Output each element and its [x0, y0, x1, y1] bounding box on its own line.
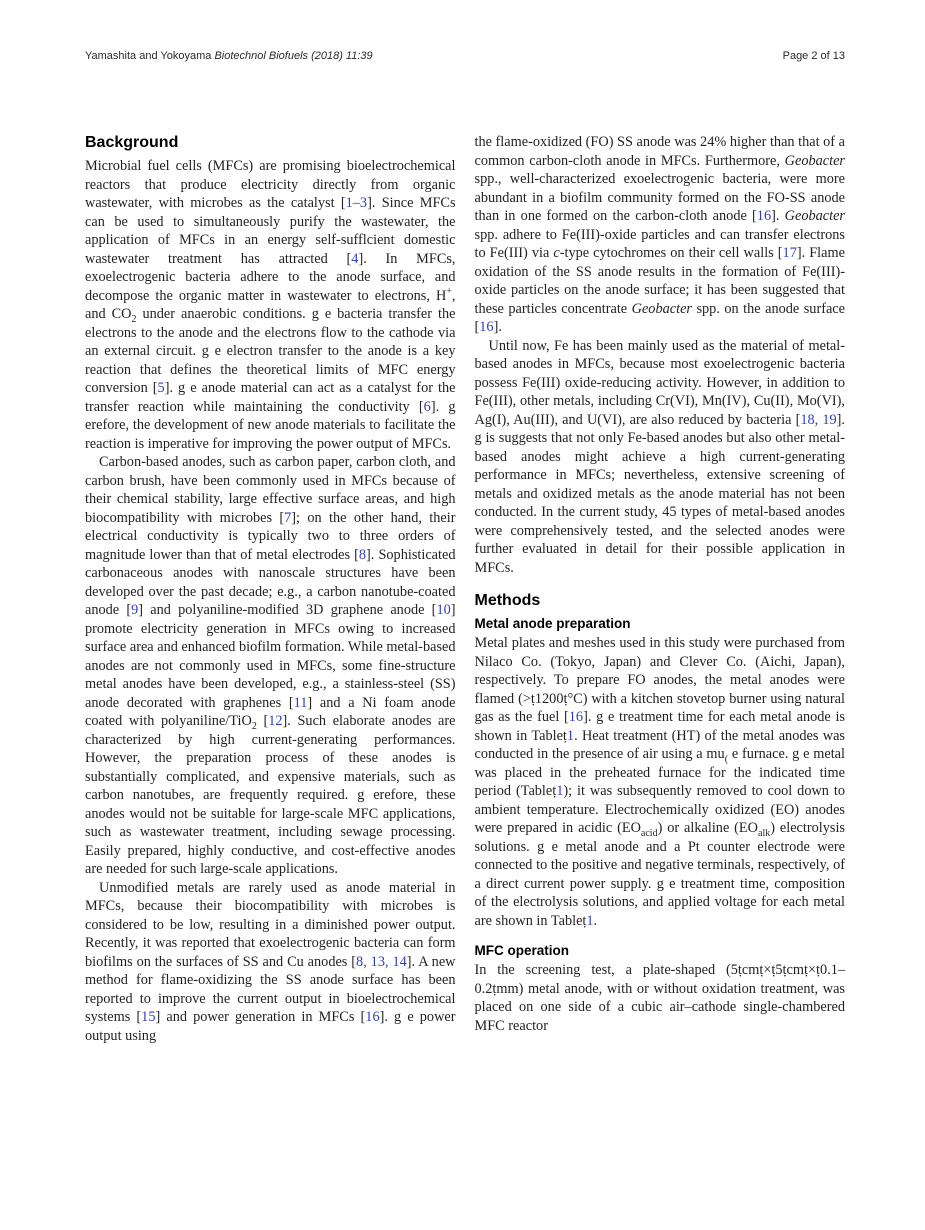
text-run: (: [724, 753, 729, 765]
header-journal-citation: Biotechnol Biofuels (2018) 11:39: [214, 50, 373, 62]
text-run: Geobacter: [631, 300, 692, 317]
section-heading: Background: [85, 134, 179, 151]
text-run: [: [256, 713, 269, 729]
text-run: 2: [251, 720, 257, 732]
text-run: Carbon-based anodes, such as carbon paper, carbon cloth, and carbon brush, have been commonly used in MFCs because of their chemical stability, large effective surface areas, and high biocompatibility with microbes [: [85, 454, 456, 526]
text-run: c: [553, 245, 560, 261]
left-column: [85, 133, 456, 1045]
text-run: spp. on the anode surface [: [474, 300, 846, 335]
citation-link[interactable]: 16: [479, 319, 494, 335]
text-run: ]. A new method for flame-oxidizing the SS anode surface has been reported to improve the current output in bioelectrochemical systems [: [85, 953, 456, 1025]
text-run: ]. g erefore, the development of new anode materials to facilitate the reaction is imperative for improving the power output of MFCs.: [85, 398, 456, 452]
citation-link[interactable]: 16: [365, 1009, 380, 1025]
citation-link[interactable]: 16: [756, 208, 772, 224]
paragraph: [475, 634, 846, 930]
text-run: Unmodified metals are rarely used as anode material in MFCs, because their biocompatibility with microbes is considered to be low, resulting in a diminished power output. Recently, it was reported that exoelectrogenic bacteria can form biofilms on the surfaces of SS and Cu anodes [: [85, 879, 456, 970]
text-run: alk: [758, 827, 771, 839]
text-run: spp., well-characterized exoelectrogenic bacteria, were more abundant in a biofilm community formed on the FO-SS anode than in one formed on the carbon-cloth anode [: [474, 171, 845, 224]
text-run: ].: [771, 208, 785, 224]
citation-link[interactable]: 16: [568, 709, 584, 725]
citation-link[interactable]: 1–3: [345, 195, 368, 211]
citation-link[interactable]: 8, 13, 14: [356, 953, 407, 970]
citation-link[interactable]: 8: [358, 546, 367, 563]
text-run: ]. Sophisticated carbonaceous anodes with nanoscale structures have been developed over the past decade; e.g., a carbon nanotube-coated anode [: [85, 546, 456, 618]
text-run: -type cytochromes on their cell walls [: [559, 245, 783, 261]
text-run: ) or alkaline (EO: [657, 820, 758, 836]
section-heading: Methods: [474, 592, 541, 609]
text-run: ] and polyaniline-modified 3D graphene anode [: [138, 602, 437, 618]
paragraph: [475, 961, 846, 1035]
paragraph: [85, 157, 456, 453]
text-run: ]. In MFCs, exoelectrogenic bacteria adhere to the anode surface, and decompose the organic matter in wastewater to electrons, H: [85, 250, 456, 304]
section-heading: Metal anode preparation: [474, 616, 631, 631]
citation-link[interactable]: 1: [556, 783, 564, 799]
text-run: ] and power generation in MFCs [: [155, 1009, 366, 1025]
text-run: Geobacter: [784, 152, 845, 169]
text-run: ]; on the other hand, their electrical conductivity is typically two to three orders of magnitude lower than that of metal electrodes [: [85, 509, 456, 563]
text-run: e furnace. g e metal was placed in the preheated furnace for the indicated time period (Tableṭ: [474, 746, 845, 799]
citation-link[interactable]: 12: [268, 713, 283, 729]
citation-link[interactable]: 17: [782, 245, 797, 261]
text-run: ].: [493, 319, 502, 335]
text-run: ]. Flame oxidation of the SS anode results in the formation of Fe(III)-oxide particles on the anode surface; it has been suggested that these particles concentrate: [474, 245, 845, 317]
paragraph: [85, 879, 456, 1046]
text-run: ); it was subsequently removed to cool down to ambient temperature. Electrochemically oxidized (EO) anodes were prepared in acidic (EO: [474, 783, 845, 836]
text-run: ] promote electricity generation in MFCs owing to increased surface area and enhanced biofilm formation. While metal-based anodes are not commonly used in MFCs, some fine-structure metal anodes have been developed, e.g., a stainless-steel (SS) anode decorated with graphenes [: [85, 602, 456, 711]
section-heading: MFC operation: [474, 943, 569, 958]
paragraph: [85, 453, 456, 879]
text-run: Geobacter: [784, 208, 845, 224]
text-run: under anaerobic conditions. g e bacteria transfer the electrons to the anode and the electrons flow to the cathode via an external circuit. g e electron transfer to the anode is a key reaction that defines the theoretical limits of MFC energy conversion [: [85, 306, 456, 396]
text-run: Metal plates and meshes used in this study were purchased from Nilaco Co. (Tokyo, Japan) and Clever Co. (Aichi, Japan), respectively. To prepare FO anodes, the metal anodes were flamed (>ṭ1200ṭ°C) with a kitchen stovetop burner using natural gas as the fuel [: [474, 635, 845, 725]
citation-link[interactable]: 15: [141, 1009, 156, 1025]
text-run: ]. Since MFCs can be used to simultaneously purify the wastewater, the application of MFCs in an energy self-sufflcient domestic wastewater treatment has attracted [: [85, 195, 456, 267]
citation-link[interactable]: 6: [423, 398, 431, 415]
paragraph: [475, 133, 846, 337]
text-run: ]. Such elaborate anodes are characterized by high current-generating performances. However, the preparation process of these anodes is substantially complicated, and expensive materials, such as carbon nanotubes, are frequently required. g erefore, these anodes would not be suitable for large-scale MFC applications, such as wastewater treatment, including sewage processing. Easily prepared, highly conductive, and cost-effective anodes are needed for such large-scale applications.: [85, 713, 456, 877]
citation-link[interactable]: 10: [436, 602, 451, 618]
text-run: 2: [131, 313, 137, 325]
page-header: [85, 50, 845, 62]
text-run: ]. g is suggests that not only Fe-based anodes but also other metal-based anodes might achieve a high current-generating performance in MFCs; nevertheless, extensive screening of metals and oxidized metals as the anode material has not been conducted. In the current study, 45 types of metal-based anodes were comprehensively tested, and the selected anodes were further evaluated in detail for their possible application in MFCs.: [474, 411, 845, 576]
text-run: ] and a Ni foam anode coated with polyaniline/TiO: [85, 694, 456, 729]
citation-link[interactable]: 1: [566, 727, 575, 744]
header-authors: Yamashita and Yokoyama: [85, 50, 215, 62]
text-run: spp. adhere to Fe(III)-oxide particles and can transfer electrons to Fe(III) via: [474, 226, 845, 261]
citation-link[interactable]: 7: [284, 509, 292, 526]
text-run: In the screening test, a plate-shaped (5ṭcmṭ×ṭ5ṭcmṭ×ṭ0.1–0.2ṭmm) metal anode, with or without oxidation treatment, was placed on one side of a cubic air–cathode single-chambered MFC reactor: [474, 962, 845, 1034]
citation-link[interactable]: 4: [351, 250, 359, 267]
text-run: Microbial fuel cells (MFCs) are promising bioelectrochemical reactors that produce electricity directly from organic wastewater, with microbes as the catalyst [: [85, 158, 456, 211]
text-run: Until now, Fe has been mainly used as the material of metal-based anodes in MFCs, because most exoelectrogenic bacteria possess Fe(III) oxide-reducing activity. However, in addition to Fe(III), other metals, including Cr(VI), Mn(IV), Cu(II), Mo(VI), Ag(I), Au(III), and U(VI), are also reduced by bacteria [: [474, 337, 845, 428]
citation-link[interactable]: 5: [157, 380, 165, 396]
text-run: acid: [640, 827, 658, 839]
page-number-label: Page 2 of 13: [782, 50, 845, 62]
text-run: the flame-oxidized (FO) SS anode was 24% higher than that of a common carbon-cloth anode in MFCs. Furthermore,: [474, 134, 845, 169]
text-run: . Heat treatment (HT) of the metal anodes was conducted in the presence of air using a mu: [474, 727, 845, 762]
text-run: ]. g e power output using: [85, 1009, 456, 1044]
text-run: , and CO: [85, 287, 456, 322]
text-run: +: [446, 285, 452, 297]
running-head: [85, 50, 373, 62]
right-column: [475, 133, 846, 1045]
text-run: ]. g e treatment time for each metal anode is shown in Tableṭ: [474, 709, 845, 744]
citation-link[interactable]: 9: [131, 602, 139, 618]
citation-link[interactable]: 18, 19: [800, 411, 837, 428]
article-body: [85, 133, 845, 1045]
text-run: ) electrolysis solutions. g e metal anode and a Pt counter electrode were connected to the positive and negative terminals, respectively, of a direct current power supply. g e treatment time, composition of the electrolysis solutions, and applied voltage for each metal are shown in Tableṭ: [474, 820, 845, 929]
text-run: ]. g e anode material can act as a catalyst for the transfer reaction while maintaining the conductivity [: [85, 380, 456, 415]
citation-link[interactable]: 1: [586, 912, 594, 929]
citation-link[interactable]: 11: [293, 694, 308, 711]
paragraph: [475, 337, 846, 578]
text-run: .: [593, 912, 598, 929]
